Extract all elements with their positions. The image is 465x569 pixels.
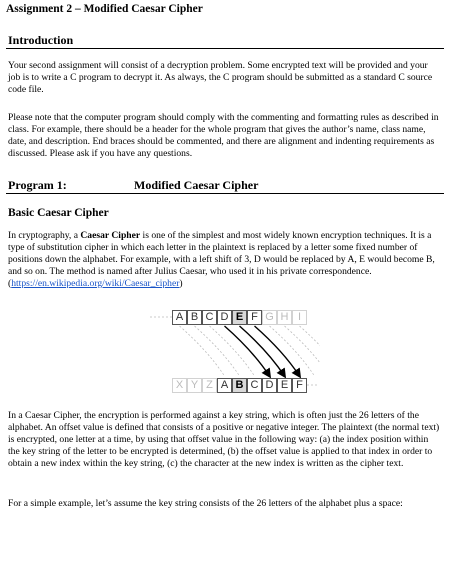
document-title: Assignment 2 – Modified Caesar Cipher [6,3,203,15]
intro-paragraph-1: Your second assignment will consist of a decryption problem. Some encrypted text will be provided and your job is to write a C program to decrypt it. As always, the C program should be submitted as a standard C source code file. [8,60,433,95]
p3-start: In cryptography, a [8,230,81,241]
ciphertext-letter-c: C [247,378,262,393]
heading-rule [6,48,444,49]
program-name: Modified Caesar Cipher [134,178,259,192]
ciphertext-letter-f: F [292,378,307,393]
plaintext-letter-a: A [172,310,187,325]
shift-guide-line [285,326,321,376]
cipher-explanation-paragraph: In a Caesar Cipher, the encryption is performed against a key string, which is often just the 26 letters of the alphabet. An offset value is defined that consists of a positive or negative integer. The plaintext (the normal text) is encrypted, one letter at a time, by using that offset value in the following way: (a) the index position within the key string of the letter to be encrypted is determined, (b) the offset value is applied to that index in order to obtain a new index within the key string, (c) the character at the new index is written as the cipher text. [8,410,440,469]
wikipedia-link[interactable]: https://en.wikipedia.org/wiki/Caesar_cipher [11,278,180,289]
program-label: Program 1: [8,178,67,192]
p3-rest: is one of the simplest and most widely known encryption techniques. It is a type of substitution cipher in which each letter in the plaintext is replaced by a letter some fixed number of positions down the alphabet. For example, with a left shift of 3, D would be replaced by A, E would become B, and so on. The method is named after Julius Caesar, who used it in his private correspondence. ( [8,230,435,289]
caesar-description-paragraph [8,230,440,290]
shift-guide-line [270,326,315,376]
simple-example-paragraph: For a simple example, let’s assume the key string consists of the 26 letters of the alphabet plus a space: [8,498,403,509]
section-heading-introduction: Introduction [8,33,74,47]
ciphertext-letter-z: Z [202,378,217,393]
p3-end: ) [179,278,183,289]
shift-guide-line [300,326,321,376]
plaintext-letter-d: D [217,310,232,325]
plaintext-letter-f: F [247,310,262,325]
plaintext-letter-c: C [202,310,217,325]
intro-paragraph-2: Please note that the computer program should comply with the commenting and formatting rules as described in class. For example, there should be a header for the whole program that gives the author’s name, class name, date, and description. End braces should be commented, and there are alignment and indenting requirements as discussed. Please ask if you have any questions. [8,112,439,159]
shift-arrow [255,326,300,376]
program-rule [6,193,444,194]
ciphertext-letter-b: B [232,378,247,393]
plaintext-letter-b: B [187,310,202,325]
ciphertext-letter-a: A [217,378,232,393]
plaintext-letter-g: G [262,310,277,325]
caesar-shift-diagram [150,302,320,398]
subheading-basic-caesar-cipher: Basic Caesar Cipher [8,207,109,219]
ciphertext-letter-y: Y [187,378,202,393]
plaintext-letter-i: I [292,310,307,325]
shift-guide-line [180,326,225,376]
plaintext-letter-h: H [277,310,292,325]
ciphertext-letter-e: E [277,378,292,393]
ciphertext-letter-d: D [262,378,277,393]
p3-bold-term: Caesar Cipher [80,230,141,241]
ciphertext-letter-x: X [172,378,187,393]
plaintext-letter-e: E [232,310,247,325]
